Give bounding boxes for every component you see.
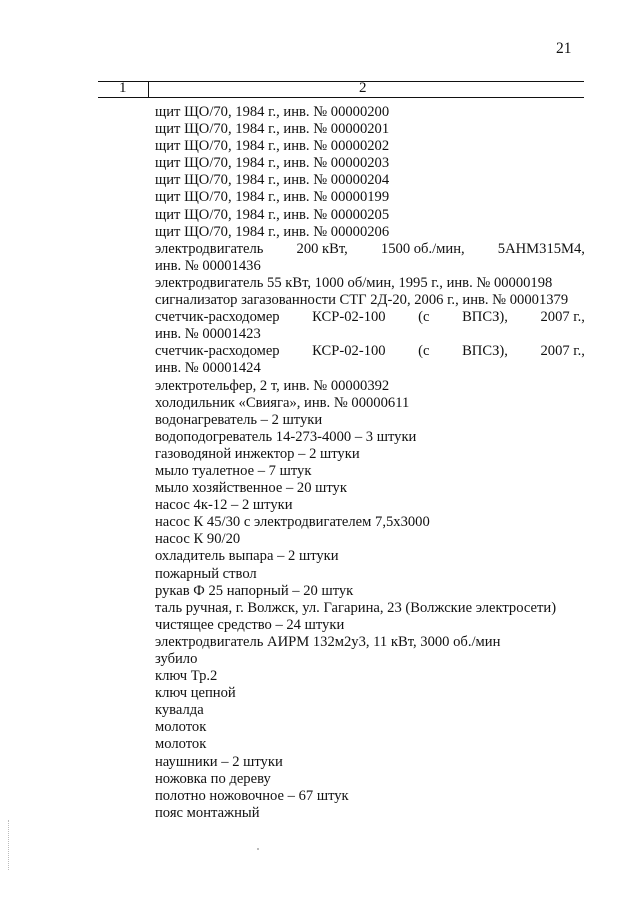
list-item-motor-200kw — [155, 241, 585, 258]
list-item: щит ЩО/70, 1984 г., инв. № 00000206 — [155, 223, 390, 240]
list-item: кувалда — [155, 702, 204, 719]
meter-1423-part-5: 2007 г., — [540, 309, 585, 326]
list-item: насос 4к-12 – 2 штуки — [155, 497, 293, 514]
list-item: зубило — [155, 651, 198, 667]
scan-dust-mark — [257, 848, 259, 850]
meter-1424-part-1: счетчик-расходомер — [155, 343, 280, 360]
list-item: щит ЩО/70, 1984 г., инв. № 00000200 — [155, 104, 390, 120]
list-item: электродвигатель 55 кВт, 1000 об/мин, 1995 г., инв. № 00000198 — [155, 274, 553, 291]
list-item: водонагреватель – 2 штуки — [155, 411, 323, 428]
list-item: холодильник «Свияга», инв. № 00000611 — [155, 394, 410, 411]
motor-200-part-1: электродвигатель — [155, 240, 264, 257]
scan-margin-mark — [8, 820, 10, 870]
table-header-col-1: 1 — [119, 80, 127, 96]
list-item: щит ЩО/70, 1984 г., инв. № 00000205 — [155, 206, 390, 223]
table-header-top-rule — [98, 81, 584, 82]
list-item: пожарный ствол — [155, 565, 257, 582]
list-item: насос К 90/20 — [155, 531, 241, 548]
list-item: щит ЩО/70, 1984 г., инв. № 00000199 — [155, 189, 390, 206]
motor-200-part-4: 5АНМ315М4, — [497, 240, 585, 257]
list-item: ключ Тр.2 — [155, 668, 218, 685]
page-number: 21 — [556, 40, 572, 57]
list-item: щит ЩО/70, 1984 г., инв. № 00000202 — [155, 138, 390, 155]
meter-1424-part-2: КСР-02-100 — [312, 343, 386, 360]
list-item: чистящее средство – 24 штуки — [155, 616, 345, 633]
motor-200-part-3: 1500 об./мин, — [380, 240, 465, 257]
list-item: ключ цепной — [155, 685, 236, 702]
list-item: газоводяной инжектор – 2 штуки — [155, 445, 360, 462]
list-item: наушники – 2 штуки — [155, 753, 283, 770]
table-header-col-2: 2 — [359, 80, 367, 96]
meter-1424-part-5: 2007 г., — [540, 343, 585, 360]
list-item-meter-1424-line2: инв. № 00001424 — [155, 360, 261, 377]
list-item: пояс монтажный — [155, 804, 260, 821]
table-header-column-divider — [148, 81, 149, 97]
list-item: мыло хозяйственное – 20 штук — [155, 480, 347, 497]
list-item: щит ЩО/70, 1984 г., инв. № 00000204 — [155, 172, 390, 189]
meter-1423-part-3: (с — [418, 309, 430, 326]
list-item: охладитель выпара – 2 штуки — [155, 548, 339, 565]
meter-1423-part-2: КСР-02-100 — [312, 309, 386, 326]
list-item: водоподогреватель 14-273-4000 – 3 штуки — [155, 428, 417, 445]
meter-1424-part-3: (с — [418, 343, 430, 360]
list-item: ножовка по дереву — [155, 770, 271, 787]
list-item-meter-1424 — [155, 343, 585, 360]
list-item: насос К 45/30 с электродвигателем 7,5х3000 — [155, 514, 430, 531]
motor-200-part-2: 200 кВт, — [296, 240, 348, 257]
list-item: электротельфер, 2 т, инв. № 00000392 — [155, 377, 390, 394]
meter-1423-part-4: ВПСЗ), — [462, 309, 508, 326]
list-item: мыло туалетное – 7 штук — [155, 462, 312, 479]
meter-1423-part-1: счетчик-расходомер — [155, 309, 280, 326]
list-item: рукав Ф 25 напорный – 20 штук — [155, 582, 354, 599]
list-item: молоток — [155, 736, 207, 753]
list-item: сигнализатор загазованности СТГ 2Д-20, 2006 г., инв. № 00001379 — [155, 292, 569, 309]
list-item: электродвигатель АИРМ 132м2у3, 11 кВт, 3000 об./мин — [155, 633, 501, 650]
list-item: таль ручная, г. Волжск, ул. Гагарина, 23 (Волжские электросети) — [155, 599, 557, 616]
list-item: щит ЩО/70, 1984 г., инв. № 00000203 — [155, 155, 390, 172]
list-item-meter-1423-line2: инв. № 00001423 — [155, 326, 261, 343]
list-item-meter-1423 — [155, 309, 585, 326]
meter-1424-part-4: ВПСЗ), — [462, 343, 508, 360]
inventory-list — [155, 104, 585, 822]
list-item: полотно ножовочное – 67 штук — [155, 787, 349, 804]
list-item-motor-200kw-line2: инв. № 00001436 — [155, 257, 261, 274]
list-item: молоток — [155, 719, 207, 736]
table-header-bottom-rule — [98, 97, 584, 98]
list-item: щит ЩО/70, 1984 г., инв. № 00000201 — [155, 121, 390, 138]
